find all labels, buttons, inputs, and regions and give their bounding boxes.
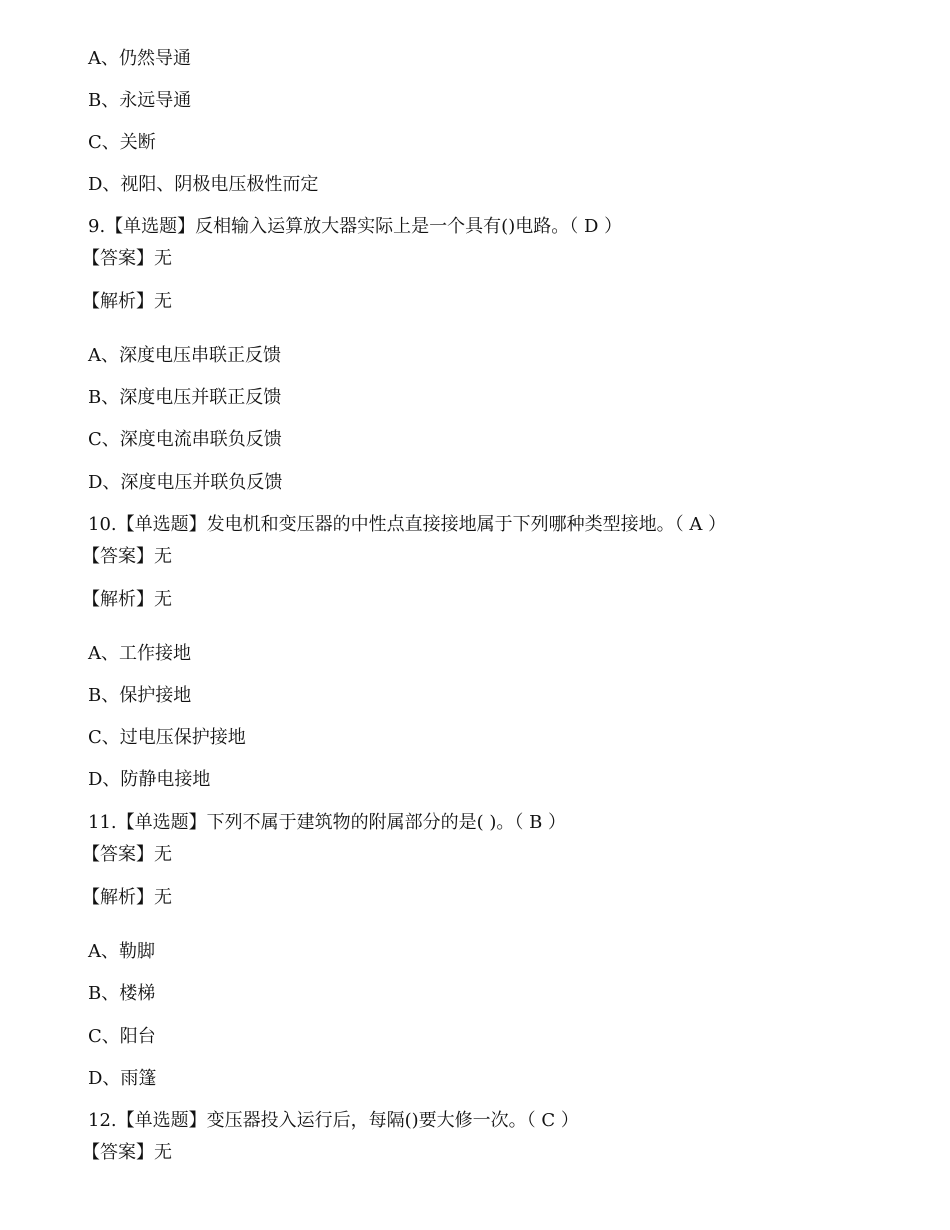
option-c: C、过电压保护接地 — [88, 727, 246, 748]
option-d: D、防静电接地 — [88, 769, 211, 790]
option-b: B、永远导通 — [88, 90, 192, 111]
option-b: B、深度电压并联正反馈 — [88, 387, 282, 408]
option-a: A、工作接地 — [88, 643, 191, 664]
option-c: C、阳台 — [88, 1026, 156, 1047]
analysis-label: 【解析】无 — [82, 887, 172, 908]
question-10: 10.【单选题】发电机和变压器的中性点直接接地属于下列哪种类型接地。（ A ） — [88, 514, 727, 535]
analysis-label: 【解析】无 — [82, 589, 172, 610]
option-a: A、勒脚 — [88, 941, 155, 962]
analysis-label: 【解析】无 — [82, 291, 172, 312]
answer-label: 【答案】无 — [82, 844, 172, 865]
option-c: C、深度电流串联负反馈 — [88, 429, 282, 450]
question-9: 9.【单选题】反相输入运算放大器实际上是一个具有()电路。（ D ） — [88, 216, 623, 237]
option-d: D、视阳、阴极电压极性而定 — [88, 174, 319, 195]
question-11: 11.【单选题】下列不属于建筑物的附属部分的是( )。（ B ） — [88, 812, 567, 833]
option-c: C、关断 — [88, 132, 156, 153]
question-12: 12.【单选题】变压器投入运行后，每隔()要大修一次。（ C ） — [88, 1110, 579, 1131]
answer-label: 【答案】无 — [82, 248, 172, 269]
option-b: B、保护接地 — [88, 685, 192, 706]
option-a: A、深度电压串联正反馈 — [88, 345, 281, 366]
answer-label: 【答案】无 — [82, 1142, 172, 1163]
option-b: B、楼梯 — [88, 983, 156, 1004]
answer-label: 【答案】无 — [82, 546, 172, 567]
option-a: A、仍然导通 — [88, 48, 191, 69]
option-d: D、雨篷 — [88, 1068, 157, 1089]
option-d: D、深度电压并联负反馈 — [88, 472, 283, 493]
